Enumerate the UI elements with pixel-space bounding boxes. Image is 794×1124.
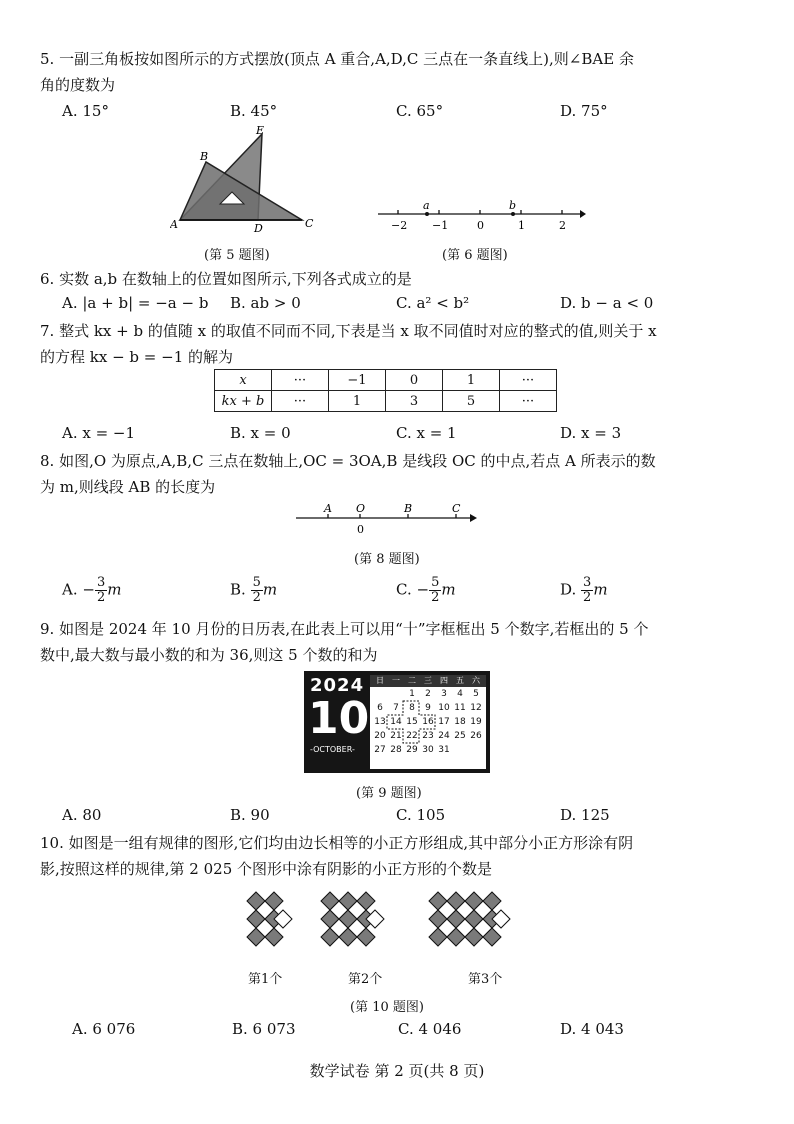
table-row: [215, 391, 557, 412]
table-cell: −1: [329, 370, 386, 391]
weekday: 三: [424, 676, 432, 685]
calendar-day: 31: [438, 745, 450, 755]
calendar-day: 9: [425, 703, 431, 713]
label-b: B: [200, 150, 209, 163]
calendar-day: 30: [422, 745, 434, 755]
point-c: C: [452, 502, 461, 515]
question-10: [40, 830, 770, 882]
tick-label: −1: [432, 219, 449, 232]
question-8-text-line1: 8. 如图,O 为原点,A,B,C 三点在数轴上,OC = 3OA,B 是线段 OC 的中点,若点 A 所表示的数: [40, 452, 656, 470]
label-a: A: [170, 218, 178, 231]
label-d: D: [254, 222, 263, 234]
label-c: C: [305, 217, 314, 230]
point-o: O: [356, 502, 366, 515]
option-c[interactable]: C. 105: [396, 806, 446, 824]
tick-label: 2: [559, 219, 566, 232]
triangle-figure: [170, 124, 320, 234]
option-a[interactable]: A. 15°: [62, 102, 109, 120]
question-6-options: [62, 294, 762, 318]
option-b[interactable]: B. x = 0: [230, 424, 291, 442]
point-a: a: [423, 199, 430, 212]
point-b: B: [404, 502, 413, 515]
value-table: [214, 369, 557, 412]
calendar-day: 27: [374, 745, 386, 755]
tick-label: 1: [518, 219, 525, 232]
option-c[interactable]: C. 4 046: [398, 1020, 462, 1038]
table-cell: 0: [386, 370, 443, 391]
calendar-day: 10: [438, 703, 450, 713]
number-line-6: [376, 198, 586, 238]
calendar-day: 11: [454, 703, 466, 713]
question-7-options: [62, 424, 762, 448]
figure-label-3: 第3个: [468, 972, 503, 987]
question-8: [40, 448, 770, 500]
question-9-text-line1: 9. 如图是 2024 年 10 月份的日历表,在此表上可以用“十”字框框出 5 个数字,若框出的 5 个: [40, 620, 649, 638]
table-cell: 3: [386, 391, 443, 412]
option-b[interactable]: B. ab > 0: [230, 294, 301, 312]
option-d[interactable]: D. x = 3: [560, 424, 622, 442]
calendar-day: 1: [409, 689, 415, 699]
calendar-day: 28: [390, 745, 402, 755]
option-a[interactable]: A. − $\frac{3}{2}$ m: [62, 575, 122, 605]
question-8-options: [62, 576, 762, 608]
fraction: $\frac{3}{2}$: [583, 575, 592, 605]
question-5: [40, 46, 770, 98]
option-d[interactable]: D. 4 043: [560, 1020, 624, 1038]
option-d[interactable]: D. 125: [560, 806, 610, 824]
calendar-month: 10: [308, 693, 370, 744]
option-b[interactable]: B. 6 073: [232, 1020, 296, 1038]
table-cell: kx + b: [215, 391, 272, 412]
fraction: $\frac{5}{2}$: [252, 575, 261, 605]
cross-frame: [370, 675, 486, 769]
calendar-day: 17: [438, 717, 450, 727]
pattern-figure-3: [429, 892, 510, 946]
calendar-day: 25: [454, 731, 466, 741]
calendar-day: 24: [438, 731, 450, 741]
option-c[interactable]: C. x = 1: [396, 424, 457, 442]
pattern-figure-1: [247, 892, 292, 946]
option-b[interactable]: B. 45°: [230, 102, 278, 120]
option-d[interactable]: D. 75°: [560, 102, 608, 120]
figure-5-caption: (第 5 题图): [204, 248, 270, 263]
point-a: A: [324, 502, 332, 515]
question-9: [40, 616, 770, 668]
calendar-day: 12: [470, 703, 482, 713]
question-7: [40, 318, 770, 370]
question-5-text-line2: 角的度数为: [40, 76, 116, 94]
calendar-day: 19: [470, 717, 482, 727]
calendar-day: 29: [406, 745, 418, 755]
weekday: 日: [376, 676, 384, 685]
calendar-day: 14: [390, 717, 402, 727]
question-5-options: [62, 102, 762, 126]
calendar-day: 18: [454, 717, 466, 727]
label-e: E: [256, 124, 265, 137]
question-10-text-line2: 影,按照这样的规律,第 2 025 个图形中涂有阴影的小正方形的个数是: [40, 860, 493, 878]
calendar-day: 20: [374, 731, 386, 741]
calendar-day: 3: [441, 689, 447, 699]
option-b[interactable]: B. $\frac{5}{2}$ m: [230, 575, 278, 605]
weekday: 四: [440, 676, 448, 685]
figure-8-caption: (第 8 题图): [354, 552, 420, 567]
table-row: [215, 370, 557, 391]
figure-label-1: 第1个: [248, 972, 283, 987]
calendar-day: 23: [422, 731, 434, 741]
table-cell: ···: [500, 391, 557, 412]
calendar: [304, 671, 490, 773]
question-10-text-line1: 10. 如图是一组有规律的图形,它们均由边长相等的小正方形组成,其中部分小正方形涂有阴: [40, 834, 634, 852]
calendar-year: 2024: [310, 675, 365, 696]
option-a[interactable]: A. 80: [62, 806, 102, 824]
question-10-options: [62, 1020, 762, 1044]
option-a[interactable]: A. 6 076: [72, 1020, 136, 1038]
question-6-text: 6. 实数 a,b 在数轴上的位置如图所示,下列各式成立的是: [40, 270, 412, 288]
figure-label-2: 第2个: [348, 972, 383, 987]
number-line-8: [294, 500, 480, 540]
figure-10-caption: (第 10 题图): [350, 1000, 424, 1015]
table-cell: ···: [272, 370, 329, 391]
calendar-day: 21: [390, 731, 402, 741]
question-9-options: [62, 806, 762, 830]
tick-label: 0: [477, 219, 484, 232]
table-cell: 5: [443, 391, 500, 412]
option-d[interactable]: D. $\frac{3}{2}$ m: [560, 575, 608, 605]
question-6: [40, 266, 770, 292]
calendar-day: 13: [374, 717, 386, 727]
page-footer: 数学试卷 第 2 页(共 8 页): [309, 1062, 485, 1080]
weekday: 一: [392, 676, 400, 685]
weekday: 五: [456, 676, 464, 685]
option-d[interactable]: D. b − a < 0: [560, 294, 654, 312]
question-7-text-line2: 的方程 kx − b = −1 的解为: [40, 348, 234, 366]
table-cell: 1: [329, 391, 386, 412]
question-7-text-line1: 7. 整式 kx + b 的值随 x 的取值不同而不同,下表是当 x 取不同值时对应的整式的值,则关于 x: [40, 322, 657, 340]
zero-label: 0: [357, 523, 364, 536]
calendar-month-name: -OCTOBER-: [310, 745, 355, 754]
question-9-text-line2: 数中,最大数与最小数的和为 36,则这 5 个数的和为: [40, 646, 378, 664]
table-cell: x: [215, 370, 272, 391]
question-8-text-line2: 为 m,则线段 AB 的长度为: [40, 478, 216, 496]
weekday: 六: [472, 676, 480, 685]
pattern-figures: [236, 880, 556, 970]
option-b[interactable]: B. 90: [230, 806, 270, 824]
figure-6-caption: (第 6 题图): [442, 248, 508, 263]
calendar-grid: [370, 675, 486, 769]
calendar-day: 22: [406, 731, 418, 741]
table-cell: ···: [500, 370, 557, 391]
tick-label: −2: [391, 219, 408, 232]
calendar-day: 26: [470, 731, 482, 741]
option-c[interactable]: C. 65°: [396, 102, 444, 120]
option-a[interactable]: A. x = −1: [62, 424, 136, 442]
weekday: 二: [408, 676, 416, 685]
figure-9-caption: (第 9 题图): [356, 786, 422, 801]
calendar-day: 16: [422, 717, 434, 727]
question-5-text-line1: 5. 一副三角板按如图所示的方式摆放(顶点 A 重合,A,D,C 三点在一条直线上),则∠BAE 余: [40, 50, 634, 68]
table-cell: ···: [272, 391, 329, 412]
pattern-figure-2: [321, 892, 384, 946]
option-a[interactable]: A. |a + b| = −a − b: [62, 294, 209, 312]
calendar-day: 6: [377, 703, 383, 713]
calendar-day: 7: [393, 703, 399, 713]
point-b: b: [509, 199, 517, 212]
fraction: $\frac{3}{2}$: [96, 575, 106, 605]
calendar-day: 4: [457, 689, 463, 699]
calendar-day: 8: [409, 703, 415, 713]
calendar-day: 15: [406, 717, 418, 727]
option-c[interactable]: C. − $\frac{5}{2}$ m: [396, 575, 456, 605]
fraction: $\frac{5}{2}$: [431, 575, 440, 605]
table-cell: 1: [443, 370, 500, 391]
calendar-day: 2: [425, 689, 431, 699]
option-c[interactable]: C. a² < b²: [396, 294, 470, 312]
calendar-day: 5: [473, 689, 479, 699]
